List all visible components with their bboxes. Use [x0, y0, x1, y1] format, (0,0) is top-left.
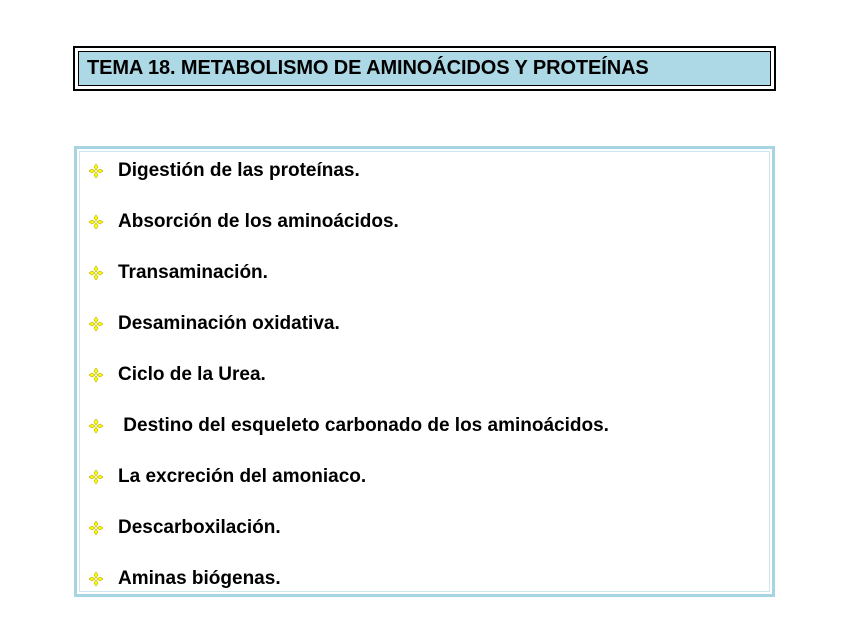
list-item [88, 414, 609, 438]
four-diamond-bullet-icon [88, 571, 104, 587]
list-item-label: Aminas biógenas. [118, 568, 281, 589]
list-item [88, 261, 268, 285]
topics-box [74, 146, 775, 597]
four-diamond-bullet-icon [88, 163, 104, 179]
list-item-label: Descarboxilación. [118, 517, 281, 538]
title-banner [78, 51, 771, 86]
list-item-label: La excreción del amoniaco. [118, 466, 367, 487]
list-item [88, 312, 340, 336]
four-diamond-bullet-icon [88, 469, 104, 485]
list-item [88, 516, 281, 540]
list-item [88, 159, 360, 183]
list-item [88, 363, 266, 387]
title-box [73, 46, 776, 91]
list-item-label: Transaminación. [118, 262, 268, 283]
four-diamond-bullet-icon [88, 367, 104, 383]
list-item-label: Ciclo de la Urea. [118, 364, 266, 385]
four-diamond-bullet-icon [88, 418, 104, 434]
four-diamond-bullet-icon [88, 214, 104, 230]
list-item-label: Desaminación oxidativa. [118, 313, 340, 334]
topics-inner-frame [79, 151, 770, 592]
four-diamond-bullet-icon [88, 265, 104, 281]
list-item-label: Absorción de los aminoácidos. [118, 211, 399, 232]
list-item-label: Digestión de las proteínas. [118, 160, 360, 181]
list-item-label: Destino del esqueleto carbonado de los aminoácidos. [118, 415, 609, 436]
four-diamond-bullet-icon [88, 520, 104, 536]
page-title: TEMA 18. METABOLISMO DE AMINOÁCIDOS Y PROTEÍNAS [87, 57, 649, 79]
four-diamond-bullet-icon [88, 316, 104, 332]
list-item [88, 567, 281, 591]
list-item [88, 210, 399, 234]
list-item [88, 465, 366, 489]
